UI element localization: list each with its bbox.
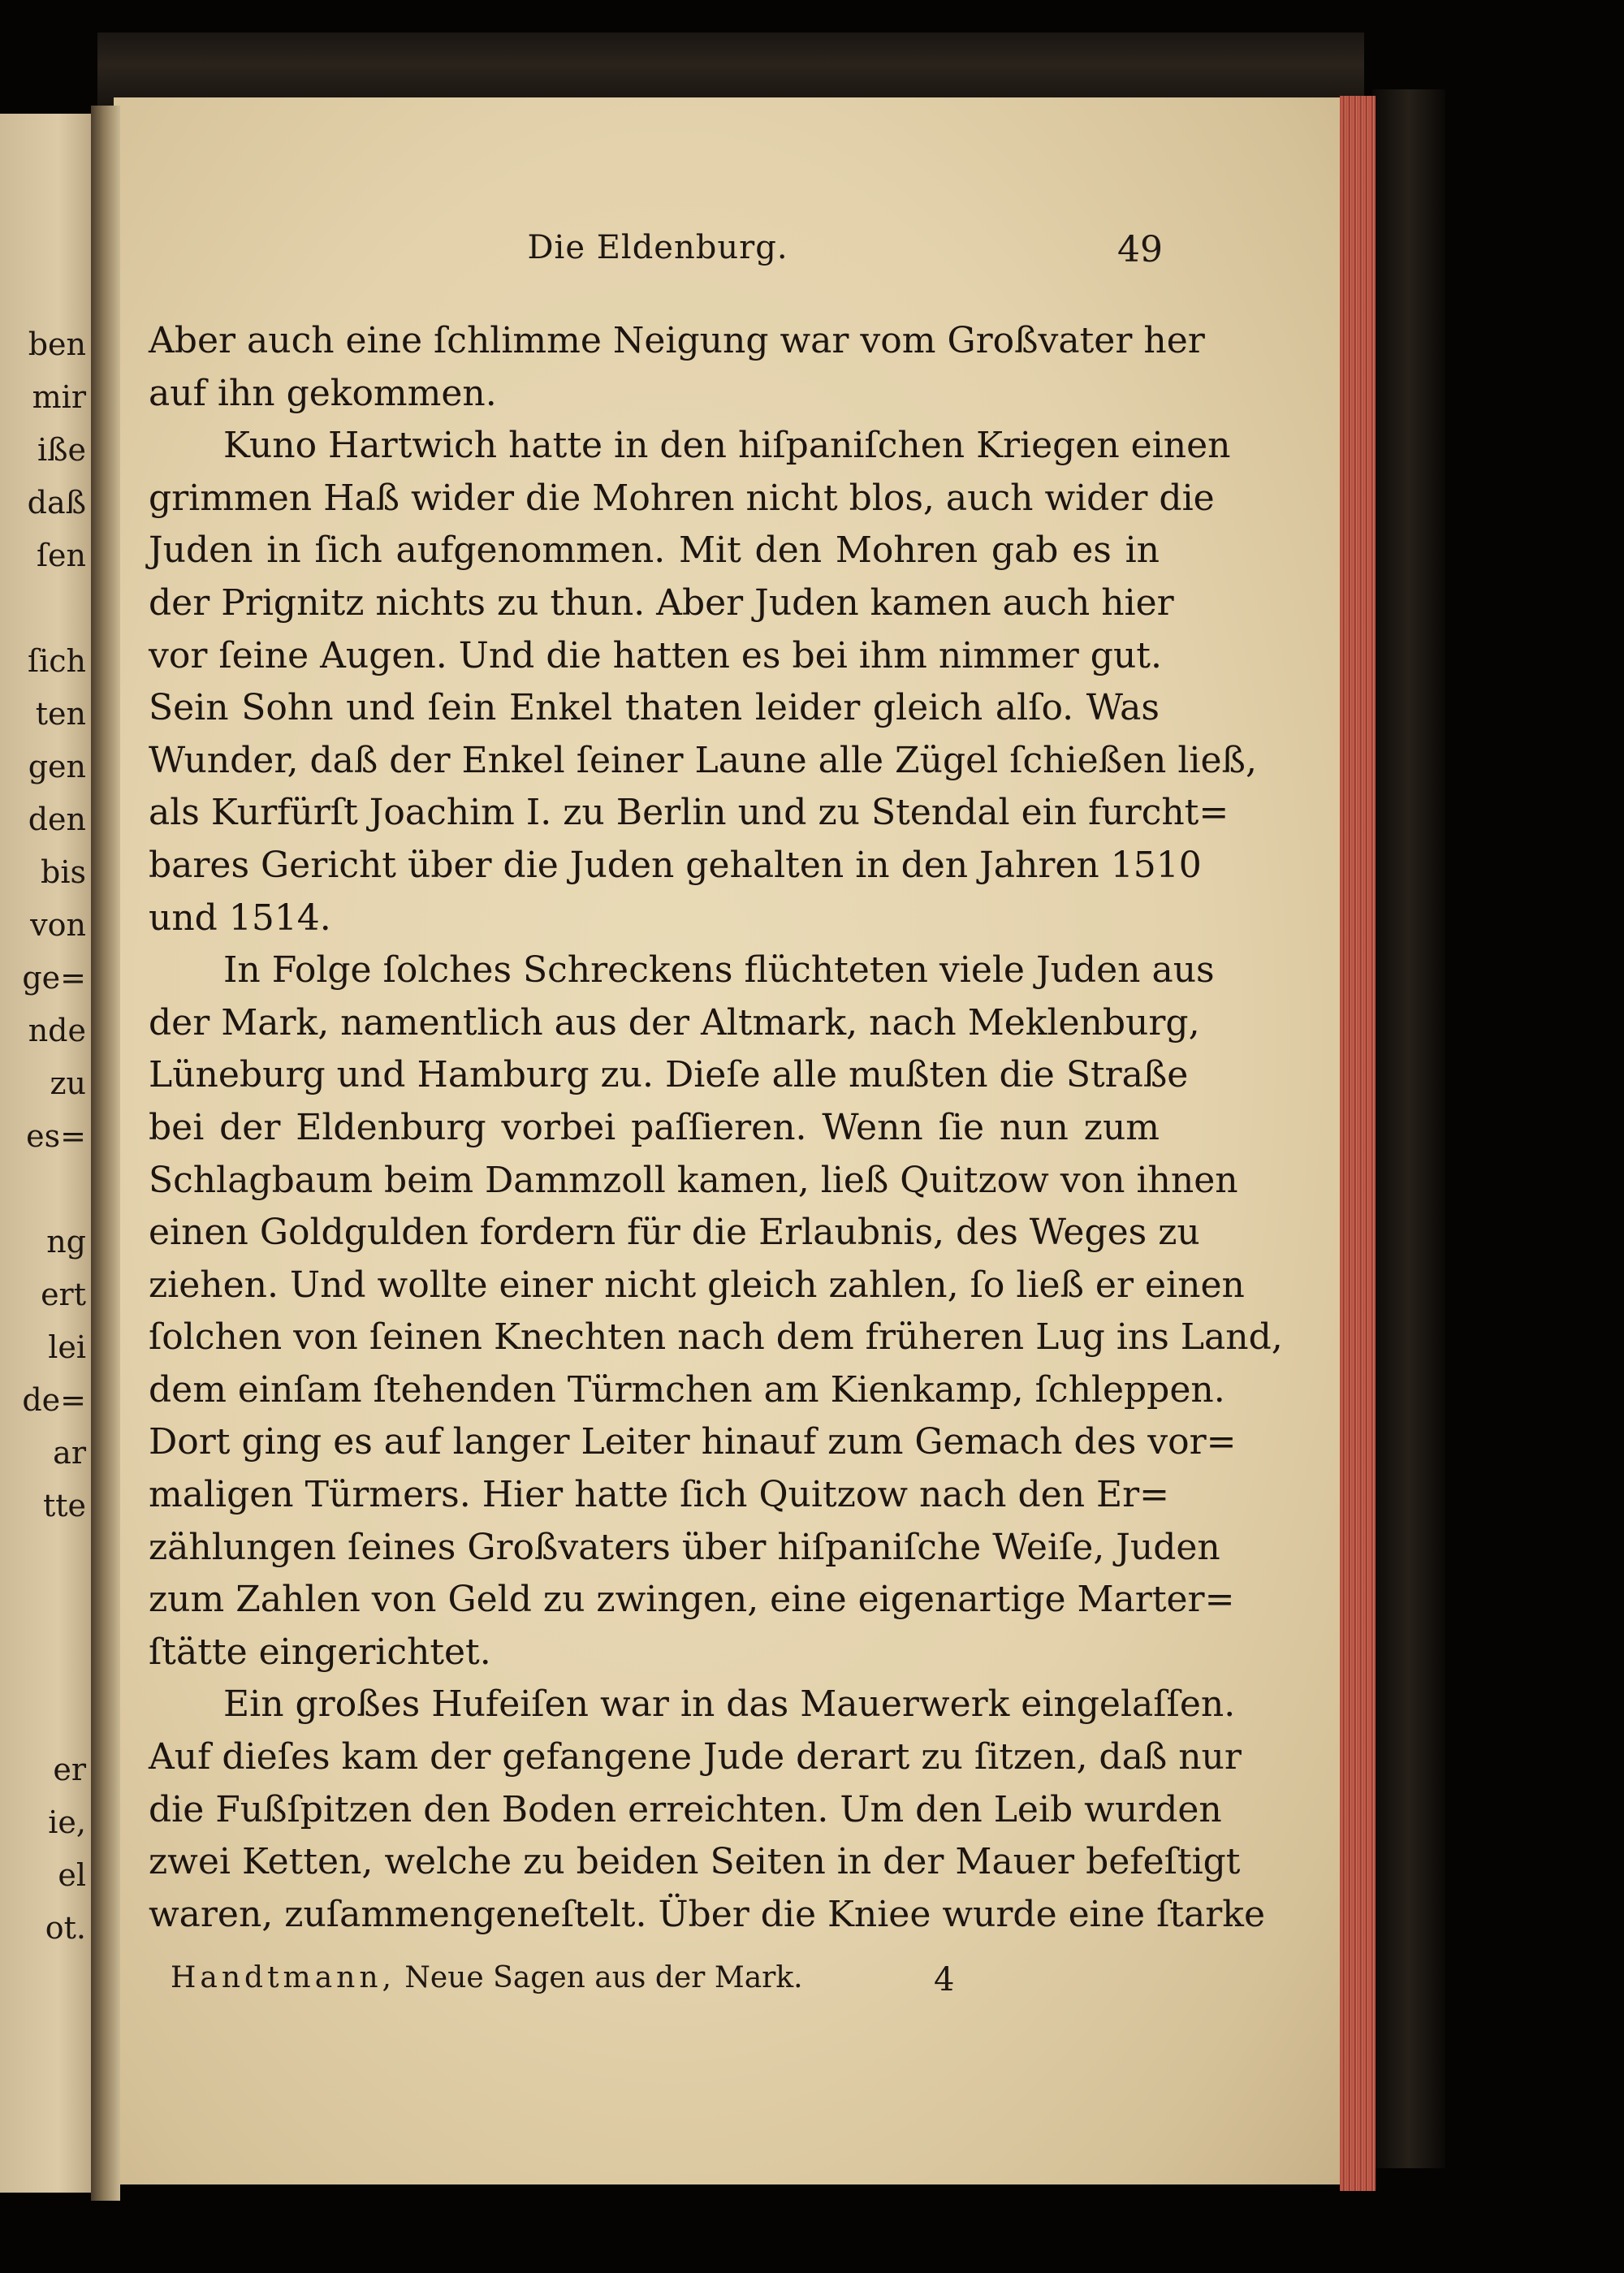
page-footer [171, 1961, 983, 2002]
prev-page-fragment: lei [48, 1329, 86, 1365]
text-line: Sein Sohn und ſein Enkel thaten leider gleich alſo. Was [149, 687, 1160, 729]
page-edges [1340, 96, 1376, 2191]
prev-page-fragment: ie, [48, 1804, 86, 1840]
prev-page-fragment: ſich [28, 643, 86, 679]
prev-page-fragment: ſen [36, 538, 86, 573]
prev-page-fragment: ge= [22, 960, 86, 996]
prev-page-fragment: zu [50, 1065, 86, 1101]
text-line: Kuno Hartwich hatte in den hiſpaniſchen Kriegen einen [223, 425, 1231, 467]
text-line: vor ſeine Augen. Und die hatten es bei ihm nimmer gut. [149, 634, 1162, 676]
book-cover-edge [1372, 89, 1445, 2168]
text-line: und 1514. [149, 897, 331, 939]
text-line: auf ihn gekommen. [149, 372, 497, 414]
prev-page-fragment: nde [28, 1013, 86, 1048]
text-line: ſtätte eingerichtet. [149, 1631, 491, 1673]
text-line: Schlagbaum beim Dammzoll kamen, ließ Quitzow von ihnen [149, 1159, 1238, 1201]
footer-author: Handtmann, [171, 1961, 395, 1994]
page-number: 49 [1117, 229, 1163, 270]
text-line: Auf dieſes kam der gefangene Jude derart zu ſitzen, daß nur [149, 1736, 1242, 1778]
prev-page-fragment: gen [28, 749, 86, 784]
page-header [154, 229, 1161, 278]
prev-page-fragment: er [53, 1752, 86, 1787]
text-line: dem einſam ſtehenden Türmchen am Kienkamp, ſchleppen. [149, 1368, 1225, 1411]
signature-mark: 4 [934, 1961, 955, 1999]
text-line: der Mark, namentlich aus der Altmark, nach Meklenburg, [149, 1001, 1200, 1044]
body-text [149, 315, 1283, 1941]
prev-page-fragment: iße [37, 432, 86, 468]
text-line: grimmen Haß wider die Mohren nicht blos, auch wider die [149, 477, 1215, 519]
text-line: Ein großes Hufeiſen war in das Mauerwerk eingelaſſen. [223, 1683, 1236, 1726]
previous-page [0, 114, 97, 2193]
page-gutter [91, 106, 120, 2201]
prev-page-fragment: de= [22, 1382, 86, 1418]
footer-title: Neue Sagen aus der Mark. [404, 1961, 803, 1994]
text-line: der Prignitz nichts zu thun. Aber Juden kamen auch hier [149, 581, 1174, 624]
text-line: ſolchen von ſeinen Knechten nach dem früheren Lug ins Land, [149, 1316, 1283, 1359]
text-line: ziehen. Und wollte einer nicht gleich zahlen, ſo ließ er einen [149, 1264, 1245, 1306]
text-line: Aber auch eine ſchlimme Neigung war vom Großvater her [149, 320, 1205, 361]
text-line: bei der Eldenburg vorbei paſſieren. Wenn ſie nun zum [149, 1106, 1160, 1148]
text-line: Dort ging es auf langer Leiter hinauf zum Gemach des vor= [149, 1421, 1237, 1463]
prev-page-fragment: bis [41, 854, 86, 890]
prev-page-fragment: ert [41, 1277, 86, 1312]
prev-page-fragment: ot. [45, 1910, 86, 1946]
prev-page-fragment: ng [46, 1224, 86, 1260]
text-line: Juden in ſich aufgenommen. Mit den Mohren gab es in [149, 529, 1160, 572]
text-line: die Fußſpitzen den Boden erreichten. Um den Leib wurden [149, 1788, 1222, 1830]
text-line: Wunder, daß der Enkel ſeiner Laune alle Zügel ſchießen ließ, [149, 739, 1257, 781]
prev-page-fragment: el [58, 1857, 86, 1893]
running-head: Die Eldenburg. [527, 229, 788, 266]
text-line: zum Zahlen von Geld zu zwingen, eine eigenartige Marter= [149, 1579, 1235, 1621]
text-line: zählungen ſeines Großvaters über hiſpaniſche Weiſe, Juden [149, 1526, 1220, 1568]
text-line: als Kurfürſt Joachim I. zu Berlin und zu Stendal ein furcht= [149, 792, 1229, 834]
prev-page-fragment: mir [32, 379, 86, 415]
prev-page-fragment: von [30, 907, 86, 943]
prev-page-fragment: es= [26, 1118, 86, 1154]
text-line: waren, zuſammengeneſtelt. Über die Kniee wurde eine ſtarke [149, 1893, 1265, 1935]
text-line: einen Goldgulden fordern für die Erlaubnis, des Weges zu [149, 1212, 1200, 1254]
prev-page-fragment: ten [35, 696, 86, 732]
prev-page-fragment: ar [53, 1435, 86, 1471]
prev-page-fragment: ben [28, 326, 86, 362]
text-line: maligen Türmers. Hier hatte ſich Quitzow nach den Er= [149, 1474, 1170, 1516]
text-line: bares Gericht über die Juden gehalten in den Jahren 1510 [149, 844, 1202, 886]
text-line: In Folge ſolches Schreckens flüchteten viele Juden aus [223, 949, 1215, 992]
prev-page-fragment: tte [42, 1488, 86, 1523]
prev-page-fragment: den [28, 802, 86, 837]
text-line: Lüneburg und Hamburg zu. Dieſe alle mußten die Straße [149, 1054, 1189, 1096]
text-line: zwei Ketten, welche zu beiden Seiten in der Mauer befeſtigt [149, 1841, 1241, 1883]
prev-page-fragment: daß [27, 485, 86, 521]
